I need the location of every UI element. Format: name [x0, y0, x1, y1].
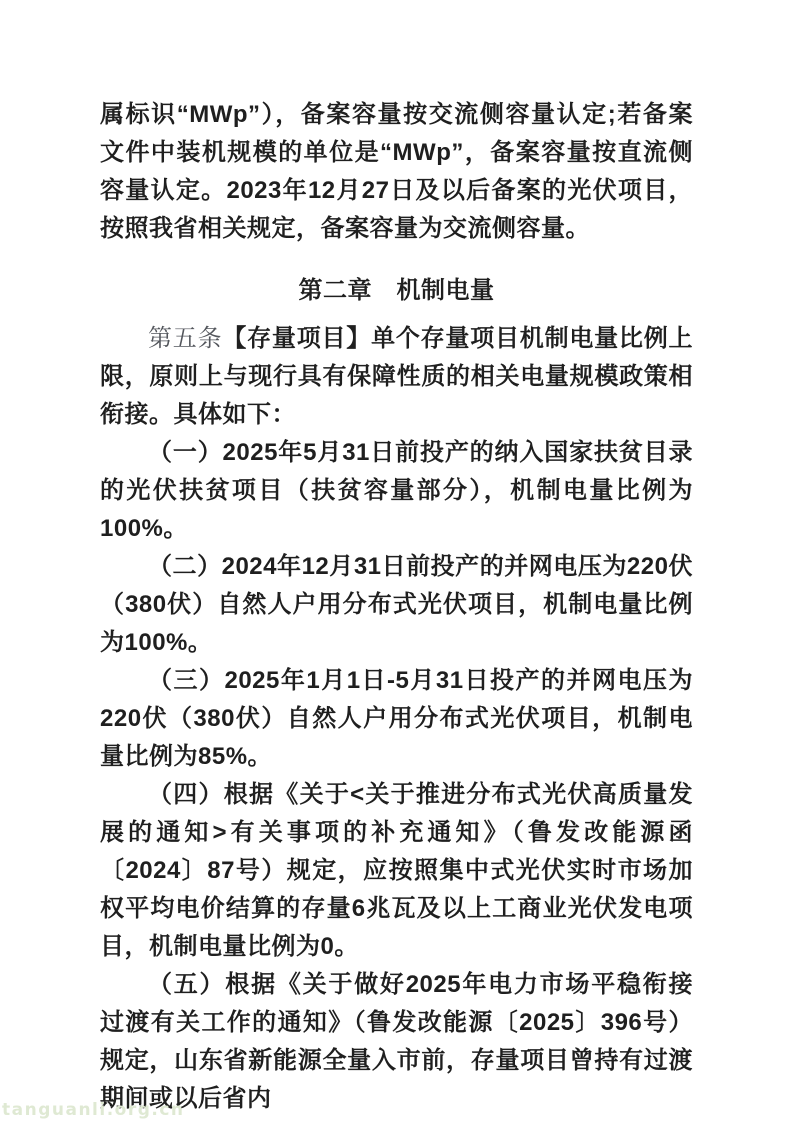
clause-item-1: （一）2025年5月31日前投产的纳入国家扶贫目录的光伏扶贫项目（扶贫容量部分），机制电量比例为100%。: [100, 439, 693, 542]
intro-paragraph: 属标识“MWp”），备案容量按交流侧容量认定;若备案文件中装机规模的单位是“MWp”，备案容量按直流侧容量认定。2023年12月27日及以后备案的光伏项目，按照我省相关规定，备案容量为交流侧容量。: [100, 101, 693, 242]
clause-item-3: （三）2025年1月1日-5月31日投产的并网电压为220伏（380伏）自然人户用分布式光伏项目，机制电量比例为85%。: [100, 667, 693, 770]
chapter-heading: 第二章 机制电量: [298, 277, 495, 304]
clause-item-4: （四）根据《关于<关于推进分布式光伏高质量发展的通知>有关事项的补充通知》（鲁发改能源函〔2024〕87号）规定，应按照集中式光伏实时市场加权平均电价结算的存量6兆瓦及以上工商业光伏发电项目，机制电量比例为0。: [100, 781, 693, 960]
page-content: [100, 96, 693, 1118]
site-watermark: tanguanli.org.cn: [2, 1100, 185, 1120]
clause-item-5: （五）根据《关于做好2025年电力市场平稳衔接过渡有关工作的通知》（鲁发改能源〔2025〕396号）规定，山东省新能源全量入市前，存量项目曾持有过渡期间或以后省内: [100, 971, 693, 1112]
clause-item-2: （二）2024年12月31日前投产的并网电压为220伏（380伏）自然人户用分布式光伏项目，机制电量比例为100%。: [100, 553, 693, 656]
article-number-label: 第五条: [148, 325, 223, 352]
article-five-paragraph: [100, 320, 693, 434]
article-body-text: 【存量项目】单个存量项目机制电量比例上限，原则上与现行具有保障性质的相关电量规模政策相衔接。具体如下：: [100, 325, 694, 428]
